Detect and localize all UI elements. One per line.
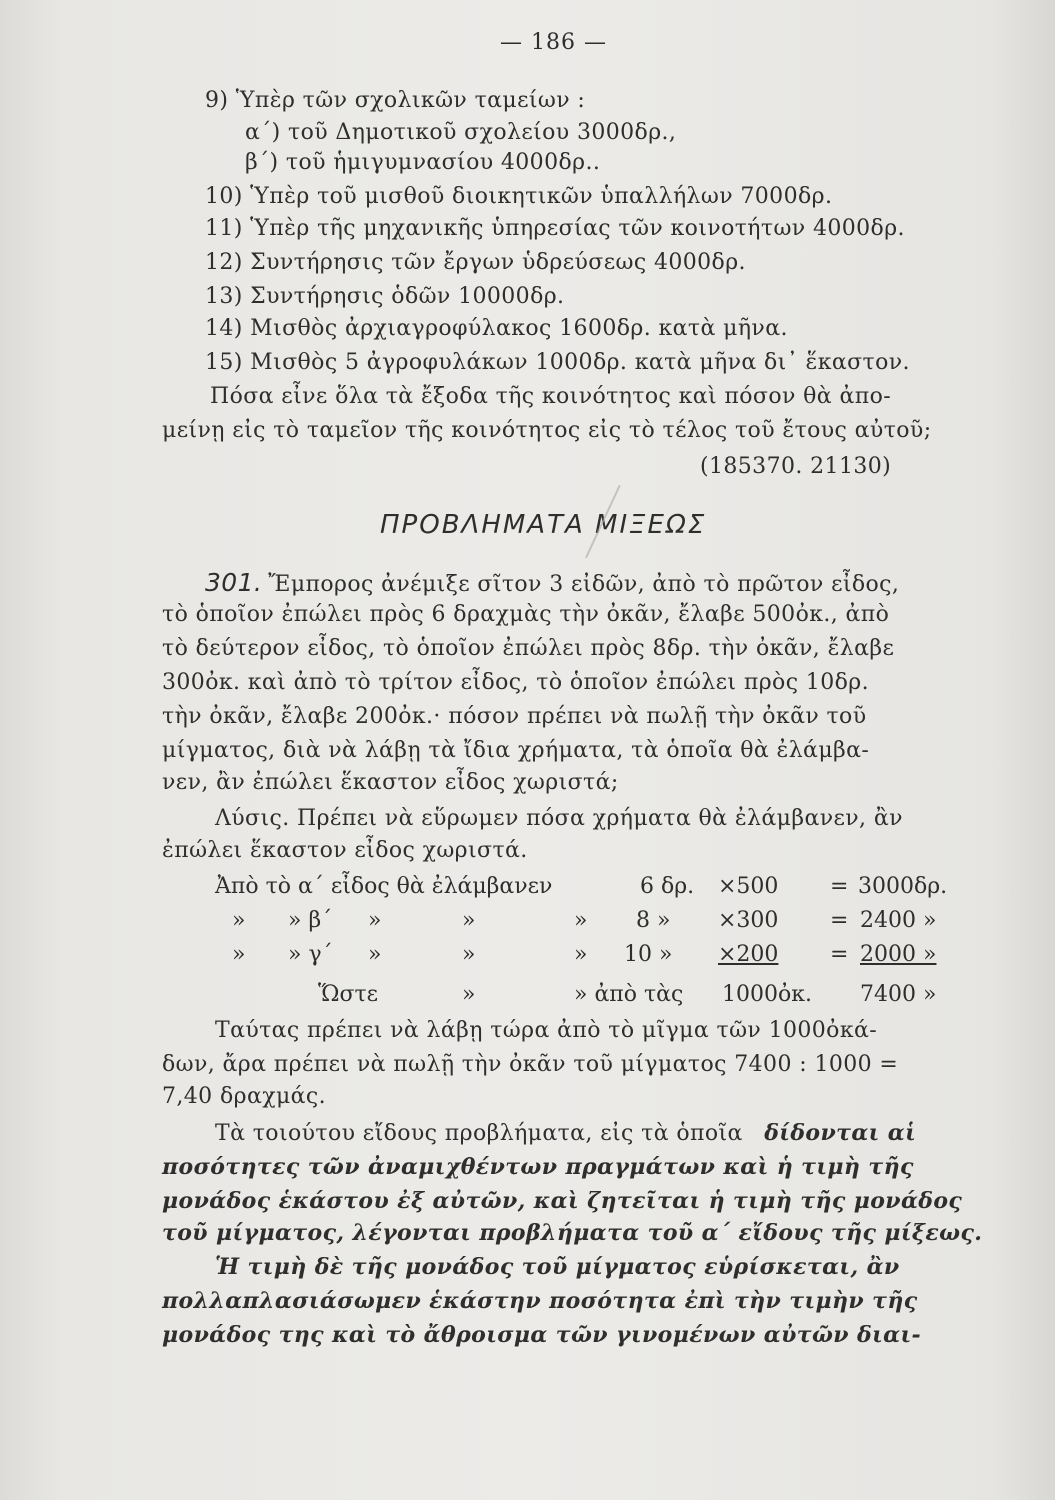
rule-2-line-3: μονάδος της καὶ τὸ ἄθροισμα τῶν γινομένων αὐτῶν διαι- (162, 1322, 922, 1348)
rule-2-line-2: πολλαπλασιάσωμεν ἑκάστην ποσότητα ἐπὶ τὴν τιμὴν τῆς (162, 1288, 918, 1314)
item-14: 14) Μισθὸς ἀρχιαγροφύλακος 1600δρ. κατὰ μῆνα. (205, 316, 788, 341)
question-line-1: Πόσα εἶνε ὅλα τὰ ἔξοδα τῆς κοινότητος καὶ πόσον θὰ ἀπο- (210, 384, 892, 409)
rule-1-line-3: μονάδος ἑκάστου ἐξ αὐτῶν, καὶ ζητεῖται ἡ τιμὴ τῆς μονάδος (162, 1188, 963, 1214)
answer: (185370. 21130) (700, 454, 892, 479)
rule-1-line-4: τοῦ μίγματος, λέγονται προβλήματα τοῦ α΄ εἴδους τῆς μίξεως. (162, 1220, 983, 1246)
calc-r4-qty: 1000ὀκ. (722, 982, 812, 1007)
item-13: 13) Συντήρησις ὁδῶν 10000δρ. (205, 284, 565, 309)
rule-1-prefix: Τὰ τοιούτου εἴδους προβλήματα, εἰς τὰ ὁποῖα (215, 1121, 743, 1146)
calc-r2-price: 8 » (636, 908, 671, 933)
item-10: 10) Ὑπὲρ τοῦ μισθοῦ διοικητικῶν ὑπαλλήλων 7000δρ. (205, 184, 833, 209)
calc-r3-kind: » γ΄ (288, 942, 333, 967)
calc-r3-result: 2000 » (860, 942, 937, 967)
rule-1-line-2: ποσότητες τῶν ἀναμιχθέντων πραγμάτων καὶ ἡ τιμὴ τῆς (162, 1154, 914, 1180)
calc-r3-ditto-3: » (462, 942, 476, 967)
conclusion-line-2: δων, ἄρα πρέπει νὰ πωλῇ τὴν ὀκᾶν τοῦ μίγματος 7400 : 1000 = (162, 1052, 899, 1077)
conclusion-line-1: Ταύτας πρέπει νὰ λάβῃ τώρα ἀπὸ τὸ μῖγμα τῶν 1000ὀκά- (215, 1018, 878, 1043)
problem-line-7: νεν, ἂν ἐπώλει ἕκαστον εἶδος χωριστά; (162, 770, 619, 795)
calc-r2-qty: ×300 (718, 908, 779, 933)
calc-r4-ditto-2: » ἀπὸ τὰς (574, 982, 684, 1007)
calc-r4-result: 7400 » (860, 982, 937, 1007)
question-line-2: μείνῃ εἰς τὸ ταμεῖον τῆς κοινότητος εἰς τὸ τέλος τοῦ ἔτους αὐτοῦ; (162, 418, 932, 443)
page-number: — 186 — (500, 30, 607, 55)
item-11: 11) Ὑπὲρ τῆς μηχανικῆς ὑπηρεσίας τῶν κοινοτήτων 4000δρ. (205, 216, 905, 241)
calc-r2-kind: » β΄ (288, 908, 333, 933)
calc-r1-eq: = (830, 874, 849, 899)
calc-r3-eq: = (830, 942, 849, 967)
calc-r2-ditto-3: » (462, 908, 476, 933)
problem-number: 301. (205, 568, 263, 597)
item-9b: β΄) τοῦ ἡμιγυμνασίου 4000δρ.. (245, 150, 601, 175)
problem-line-6: μίγματος, διὰ νὰ λάβῃ τὰ ἴδια χρήματα, τὰ ὁποῖα θὰ ἐλάμβα- (162, 738, 870, 763)
calc-r2-result: 2400 » (860, 908, 937, 933)
problem-line-2: τὸ ὁποῖον ἐπώλει πρὸς 6 δραχμὰς τὴν ὀκᾶν, ἔλαβε 500ὀκ., ἀπὸ (162, 602, 890, 627)
calc-r3-price: 10 » (624, 942, 673, 967)
calc-r3-qty: ×200 (718, 942, 779, 967)
item-15: 15) Μισθὸς 5 ἀγροφυλάκων 1000δρ. κατὰ μῆνα δι᾽ ἕκαστον. (205, 350, 910, 375)
item-9a: α΄) τοῦ Δημοτικοῦ σχολείου 3000δρ., (245, 120, 677, 145)
conclusion-line-3: 7,40 δραχμάς. (162, 1084, 327, 1109)
rule-1-line-1 (215, 1118, 916, 1149)
rule-1-bold-start: δίδονται αἱ (764, 1120, 917, 1146)
calc-r2-ditto-1: » (232, 908, 246, 933)
calc-r4-ditto-1: » (462, 982, 476, 1007)
solution-line-2: ἐπώλει ἕκαστον εἶδος χωριστά. (162, 838, 528, 863)
calc-r1-price: 6 δρ. (640, 874, 695, 899)
problem-line-5: τὴν ὀκᾶν, ἔλαβε 200ὀκ.· πόσον πρέπει νὰ πωλῇ τὴν ὀκᾶν τοῦ (162, 704, 867, 729)
item-9: 9) Ὑπὲρ τῶν σχολικῶν ταμείων : (205, 88, 586, 113)
calc-r3-ditto-2: » (368, 942, 382, 967)
problem-text-1: Ἔμπορος ἀνέμιξε σῖτον 3 εἰδῶν, ἀπὸ τὸ πρῶτον εἶδος, (268, 572, 900, 597)
calc-r2-eq: = (830, 908, 849, 933)
section-heading: ΠΡΟΒΛΗΜΑΤΑ ΜΙΞΕΩΣ (380, 510, 707, 540)
calc-r1-result: 3000δρ. (858, 874, 948, 899)
solution-line-1: Λύσις. Πρέπει νὰ εὕρωμεν πόσα χρήματα θὰ ἐλάμβανεν, ἂν (215, 806, 903, 831)
item-12: 12) Συντήρησις τῶν ἔργων ὑδρεύσεως 4000δρ. (205, 250, 746, 275)
calc-r4-label: Ὥστε (318, 982, 379, 1007)
calc-r3-ditto-1: » (232, 942, 246, 967)
problem-line-1 (205, 568, 899, 600)
calc-r3-ditto-4: » (574, 942, 588, 967)
problem-line-4: 300ὀκ. καὶ ἀπὸ τὸ τρίτον εἶδος, τὸ ὁποῖον ἐπώλει πρὸς 10δρ. (162, 670, 869, 695)
calc-r2-ditto-2: » (368, 908, 382, 933)
calc-r1-label: Ἀπὸ τὸ α΄ εἶδος θὰ ἐλάμβανεν (215, 874, 553, 899)
calc-r2-ditto-4: » (574, 908, 588, 933)
problem-line-3: τὸ δεύτερον εἶδος, τὸ ὁποῖον ἐπώλει πρὸς 8δρ. τὴν ὀκᾶν, ἔλαβε (162, 636, 895, 661)
calc-r1-qty: ×500 (718, 874, 779, 899)
rule-2-line-1: Ἡ τιμὴ δὲ τῆς μονάδος τοῦ μίγματος εὑρίσκεται, ἂν (215, 1254, 900, 1280)
